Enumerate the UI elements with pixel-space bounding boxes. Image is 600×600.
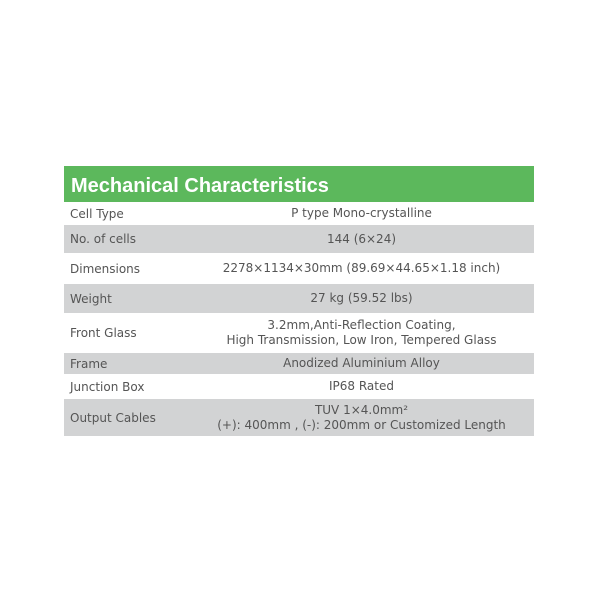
row-value-line: 2278×1134×30mm (89.69×44.65×1.18 inch) (222, 261, 501, 275)
row-label: Cell Type (70, 206, 124, 221)
row-value (189, 403, 534, 433)
row-value (189, 379, 534, 394)
table-title: Mechanical Characteristics (64, 166, 534, 202)
row-label: Junction Box (70, 379, 145, 394)
row-label: Weight (70, 291, 112, 306)
row-value (189, 206, 534, 221)
row-label: Front Glass (70, 326, 137, 340)
table-row-no-of-cells (64, 224, 534, 253)
row-value-line: 144 (6×24) (326, 231, 397, 246)
table-row-cell-type (64, 202, 534, 224)
table-row-frame (64, 352, 534, 374)
table-row-weight (64, 283, 534, 313)
row-value-line: High Transmission, Low Iron, Tempered Glass (226, 333, 497, 347)
table-row-front-glass (64, 313, 534, 352)
row-value-line: IP68 Rated (329, 379, 394, 393)
row-value-line: Anodized Aluminium Alloy (283, 356, 440, 370)
row-label: Dimensions (70, 261, 141, 276)
row-value (189, 291, 534, 306)
table-row-dimensions (64, 253, 534, 283)
row-value (189, 261, 534, 276)
row-label: Frame (70, 356, 108, 371)
row-label: Output Cables (70, 410, 156, 425)
table-row-output-cables (64, 398, 534, 436)
row-value-line: 3.2mm,Anti-Reflection Coating, (267, 318, 456, 332)
mechanical-characteristics-table (64, 166, 534, 436)
row-value-line: P type Mono-crystalline (291, 206, 432, 220)
row-value (189, 318, 534, 348)
row-value-line: (+): 400mm , (-): 200mm or Customized Length (217, 417, 506, 432)
row-value (189, 356, 534, 371)
row-value-line: TUV 1×4.0mm² (314, 402, 409, 417)
table-row-junction-box (64, 374, 534, 398)
row-value-line: 27 kg (59.52 lbs) (310, 291, 413, 305)
row-label: No. of cells (70, 232, 137, 246)
row-value (189, 232, 534, 247)
